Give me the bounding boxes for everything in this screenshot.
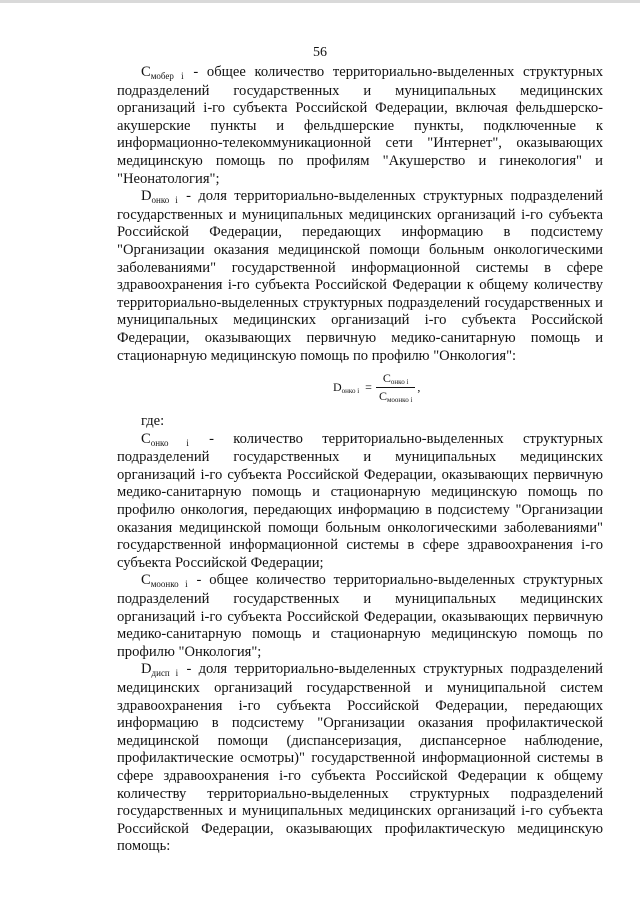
paragraph-c-mober — [117, 64, 603, 188]
variable-symbol: C — [141, 572, 151, 589]
variable-subscript: дисп i — [151, 668, 179, 679]
paragraph-text: - доля территориально-выделенных структурных подразделений государственных и муниципальных медицинских организаций i-го субъекта Российской Федерации, передающих информацию в подсистему "Организации оказания медицинской помощи больным онкологическими заболеваниями" государственной информационной системы в сфере здравоохранения i-го субъекта Российской Федерации к общему количеству территориально-выделенных структурных подразделений государственных и муниципальных медицинских организаций i-го субъекта Российской Федерации, оказывающих первичную медико-санитарную помощь и стационарную медицинскую помощь по профилю "Онкология": — [117, 188, 603, 364]
formula-numerator-symbol: C — [382, 371, 391, 386]
formula-numerator-subscript: онко i — [390, 378, 409, 387]
definition-text: - доля территориально-выделенных структурных подразделений медицинских организаций государственной и муниципальной систем здравоохранения i-го субъекта Российской Федерации, передающих информацию в подсистему "Организации оказания профилактической медицинской помощи (диспансеризация, диспансерное наблюдение, профилактические осмотры)" государственной информационной системы в сфере здравоохранения i-го субъекта Российской Федерации к общему количеству территориально-выделенных структурных подразделений государственных и муниципальных медицинских организаций i-го субъекта Российской Федерации, оказывающих профилактическую медицинскую помощь: — [117, 661, 603, 855]
variable-subscript: онко i — [151, 195, 178, 206]
variable-subscript: онко i — [150, 437, 189, 448]
variable-symbol: C — [141, 430, 151, 447]
formula-d-onko — [333, 371, 420, 404]
definition-c-moonko — [117, 572, 603, 661]
formula-lhs-subscript: онко i — [341, 387, 360, 396]
formula-denominator-subscript: моонко i — [386, 396, 413, 405]
page-number: 56 — [313, 45, 327, 60]
definition-d-disp — [117, 661, 603, 856]
definition-c-onko — [117, 431, 603, 573]
document-body — [117, 64, 603, 856]
formula-tail: , — [417, 380, 421, 395]
variable-symbol: D — [141, 188, 152, 205]
definition-text: - количество территориально-выделенных структурных подразделений государственных и муниципальных медицинских организаций i-го субъекта Российской Федерации, оказывающих первичную медико-санитарную помощь и стационарную медицинскую помощь по профилю онкология, передающих информацию в подсистему "Организации оказания медицинской помощи больным онкологическими заболеваниями" государственной информационной системы в сфере здравоохранения i-го субъекта Российской Федерации; — [117, 430, 603, 571]
variable-subscript: моонко i — [150, 579, 188, 590]
formula-denominator — [376, 388, 415, 404]
formula-lhs — [333, 380, 359, 395]
paragraph-text: - общее количество территориально-выделенных структурных подразделений государственных и муниципальных медицинских организаций i-го субъекта Российской Федерации, включая фельдшерско-акушерские пункты и фельдшерские пункты, подключенные к информационно-телекоммуникационной сети "Интернет", оказывающих медицинскую помощь по профилям "Акушерство и гинекология" и "Неонатология"; — [117, 64, 603, 187]
formula-lhs-symbol: D — [333, 380, 342, 395]
variable-symbol: D — [141, 661, 152, 678]
formula-fraction — [376, 371, 415, 404]
where-label: где: — [141, 413, 165, 430]
paragraph-d-onko — [117, 188, 603, 365]
formula-block — [117, 367, 603, 409]
variable-symbol: C — [141, 64, 151, 80]
formula-numerator — [380, 371, 412, 387]
definition-text: - общее количество территориально-выделенных структурных подразделений государственных и муниципальных медицинских организаций i-го субъекта Российской Федерации, оказывающих первичную медико-санитарную помощь и стационарную медицинскую помощь по профилю "Онкология"; — [117, 572, 603, 660]
top-border-line — [0, 0, 640, 3]
formula-equals: = — [365, 380, 372, 395]
formula-denominator-symbol: C — [378, 389, 387, 404]
variable-subscript: мобер i — [150, 71, 184, 81]
